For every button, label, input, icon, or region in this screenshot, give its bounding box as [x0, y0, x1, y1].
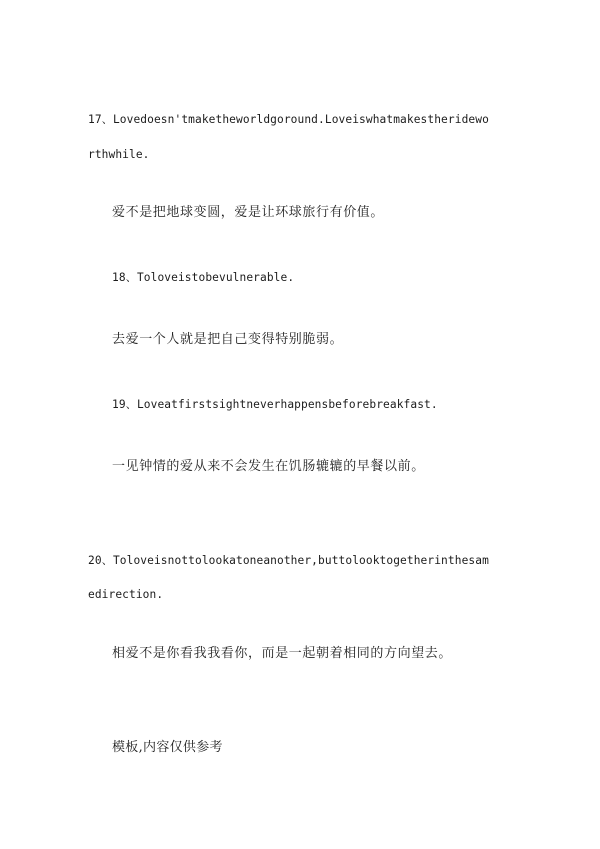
entry-18-english-line1: 18、Toloveistobevulnerable.: [112, 271, 295, 284]
footer-note: 模板,内容仅供参考: [112, 740, 223, 755]
entry-17-english-line1: 17、Lovedoesn'tmaketheworldgoround.Loveiswhatmakestheridewo: [88, 113, 489, 126]
entry-18-chinese: 去爱一个人就是把自己变得特别脆弱。: [112, 332, 344, 347]
entry-17-english-line2: rthwhile.: [88, 148, 150, 161]
entry-20-english-line2: edirection.: [88, 588, 164, 601]
entry-19-english-line1: 19、Loveatfirstsightneverhappensbeforebreakfast.: [112, 398, 438, 411]
entry-20-chinese: 相爱不是你看我我看你，而是一起朝着相同的方向望去。: [112, 646, 453, 661]
entry-19-chinese: 一见钟情的爱从来不会发生在饥肠辘辘的早餐以前。: [112, 459, 425, 474]
entry-17-chinese: 爱不是把地球变圆，爱是让环球旅行有价值。: [112, 205, 385, 220]
entry-20-english-line1: 20、Toloveisnottolookatoneanother,buttolooktogetherinthesam: [88, 554, 489, 567]
